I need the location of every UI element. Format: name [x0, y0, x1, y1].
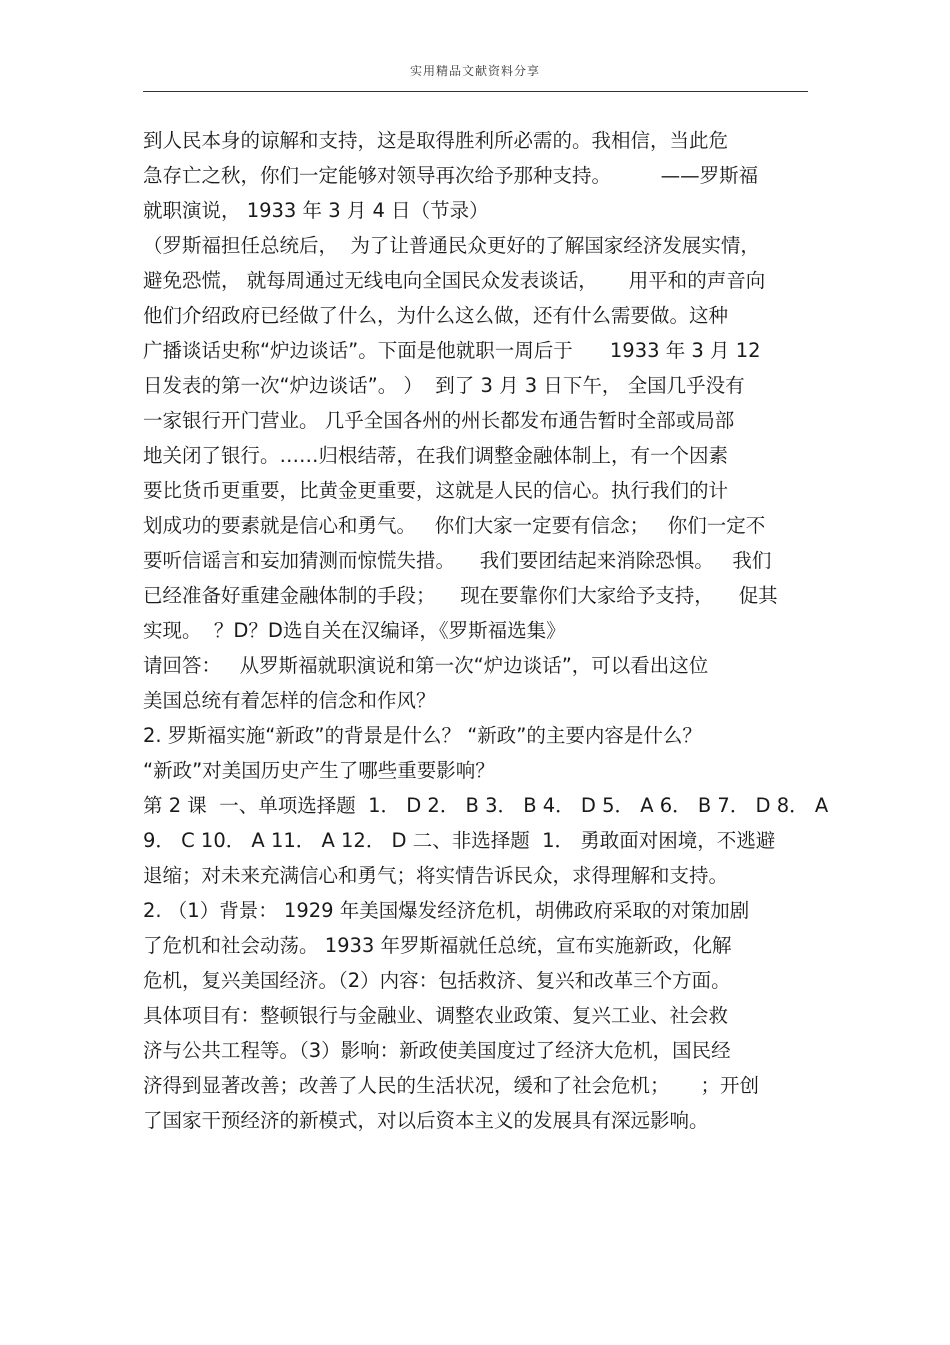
- answer-line: 济得到显著改善；改善了人民的生活状况，缓和了社会危机； ；开创: [143, 1074, 759, 1097]
- text-line: 他们介绍政府已经做了什么，为什么这么做，还有什么需要做。这种: [143, 304, 729, 327]
- text-line: （罗斯福担任总统后， 为了让普通民众更好的了解国家经济发展实情，: [143, 234, 760, 257]
- text-line: 避免恐慌， 就每周通过无线电向全国民众发表谈话， 用平和的声音向: [143, 269, 766, 292]
- question-line: “新政”对美国历史产生了哪些重要影响？: [143, 759, 495, 782]
- answer-line: 2. （1）背景： 1929 年美国爆发经济危机，胡佛政府采取的对策加剧: [143, 899, 750, 922]
- text-line: 划成功的要素就是信心和勇气。 你们大家一定要有信念； 你们一定不: [143, 514, 766, 537]
- answer-line: 具体项目有：整顿银行与金融业、调整农业政策、复兴工业、社会救: [143, 1004, 729, 1027]
- text-line: 已经准备好重建金融体制的手段； 现在要靠你们大家给予支持， 促其: [143, 584, 778, 607]
- text-line: 日发表的第一次“炉边谈话”。 ） 到了 3 月 3 日下午， 全国几乎没有: [143, 374, 745, 397]
- text-line: 一家银行开门营业。 几乎全国各州的州长都发布通告暂时全部或局部: [143, 409, 735, 432]
- text-line: 就职演说， 1933 年 3 月 4 日（节录）: [143, 199, 489, 222]
- text-line: 要比货币更重要，比黄金更重要，这就是人民的信心。执行我们的计: [143, 479, 729, 502]
- answer-line: 了危机和社会动荡。 1933 年罗斯福就任总统，宣布实施新政，化解: [143, 934, 732, 957]
- page-header: 实用精品文献资料分享: [409, 64, 540, 78]
- answer-line: 了国家干预经济的新模式，对以后资本主义的发展具有深远影响。: [143, 1109, 709, 1132]
- text-line: 要听信谣言和妄加猜测而惊慌失措。 我们要团结起来消除恐惧。 我们: [143, 549, 772, 572]
- answer-line: 第 2 课 一、单项选择题 1． D 2． B 3． B 4． D 5． A 6． B 7． D 8． A: [143, 794, 829, 817]
- question-line: 美国总统有着怎样的信念和作风？: [143, 689, 436, 712]
- answer-line: 危机，复兴美国经济。（2）内容：包括救济、复兴和改革三个方面。: [143, 969, 731, 992]
- answer-line: 9． C 10． A 11． A 12． D 二、非选择题 1． 勇敢面对困境，不逃避: [143, 829, 776, 852]
- question-line: 请回答： 从罗斯福就职演说和第一次“炉边谈话”，可以看出这位: [143, 654, 709, 677]
- text-line: 急存亡之秋，你们一定能够对领导再次给予那种支持。 ——罗斯福: [143, 164, 759, 187]
- header-divider: [143, 91, 808, 92]
- text-line: 实现。 ？D？D选自关在汉编译，《罗斯福选集》: [143, 619, 566, 642]
- question-line: 2. 罗斯福实施“新政”的背景是什么？ “新政”的主要内容是什么？: [143, 724, 702, 747]
- text-line: 到人民本身的谅解和支持，这是取得胜利所必需的。我相信，当此危: [143, 129, 729, 152]
- text-line: 广播谈话史称“炉边谈话”。下面是他就职一周后于 1933 年 3 月 12: [143, 339, 761, 362]
- answer-line: 济与公共工程等。（3）影响：新政使美国度过了经济大危机，国民经: [143, 1039, 731, 1062]
- document-body: [143, 123, 829, 1138]
- text-line: 地关闭了银行。……归根结蒂，在我们调整金融体制上，有一个因素: [143, 444, 729, 467]
- answer-line: 退缩；对未来充满信心和勇气；将实情告诉民众，求得理解和支持。: [143, 864, 729, 887]
